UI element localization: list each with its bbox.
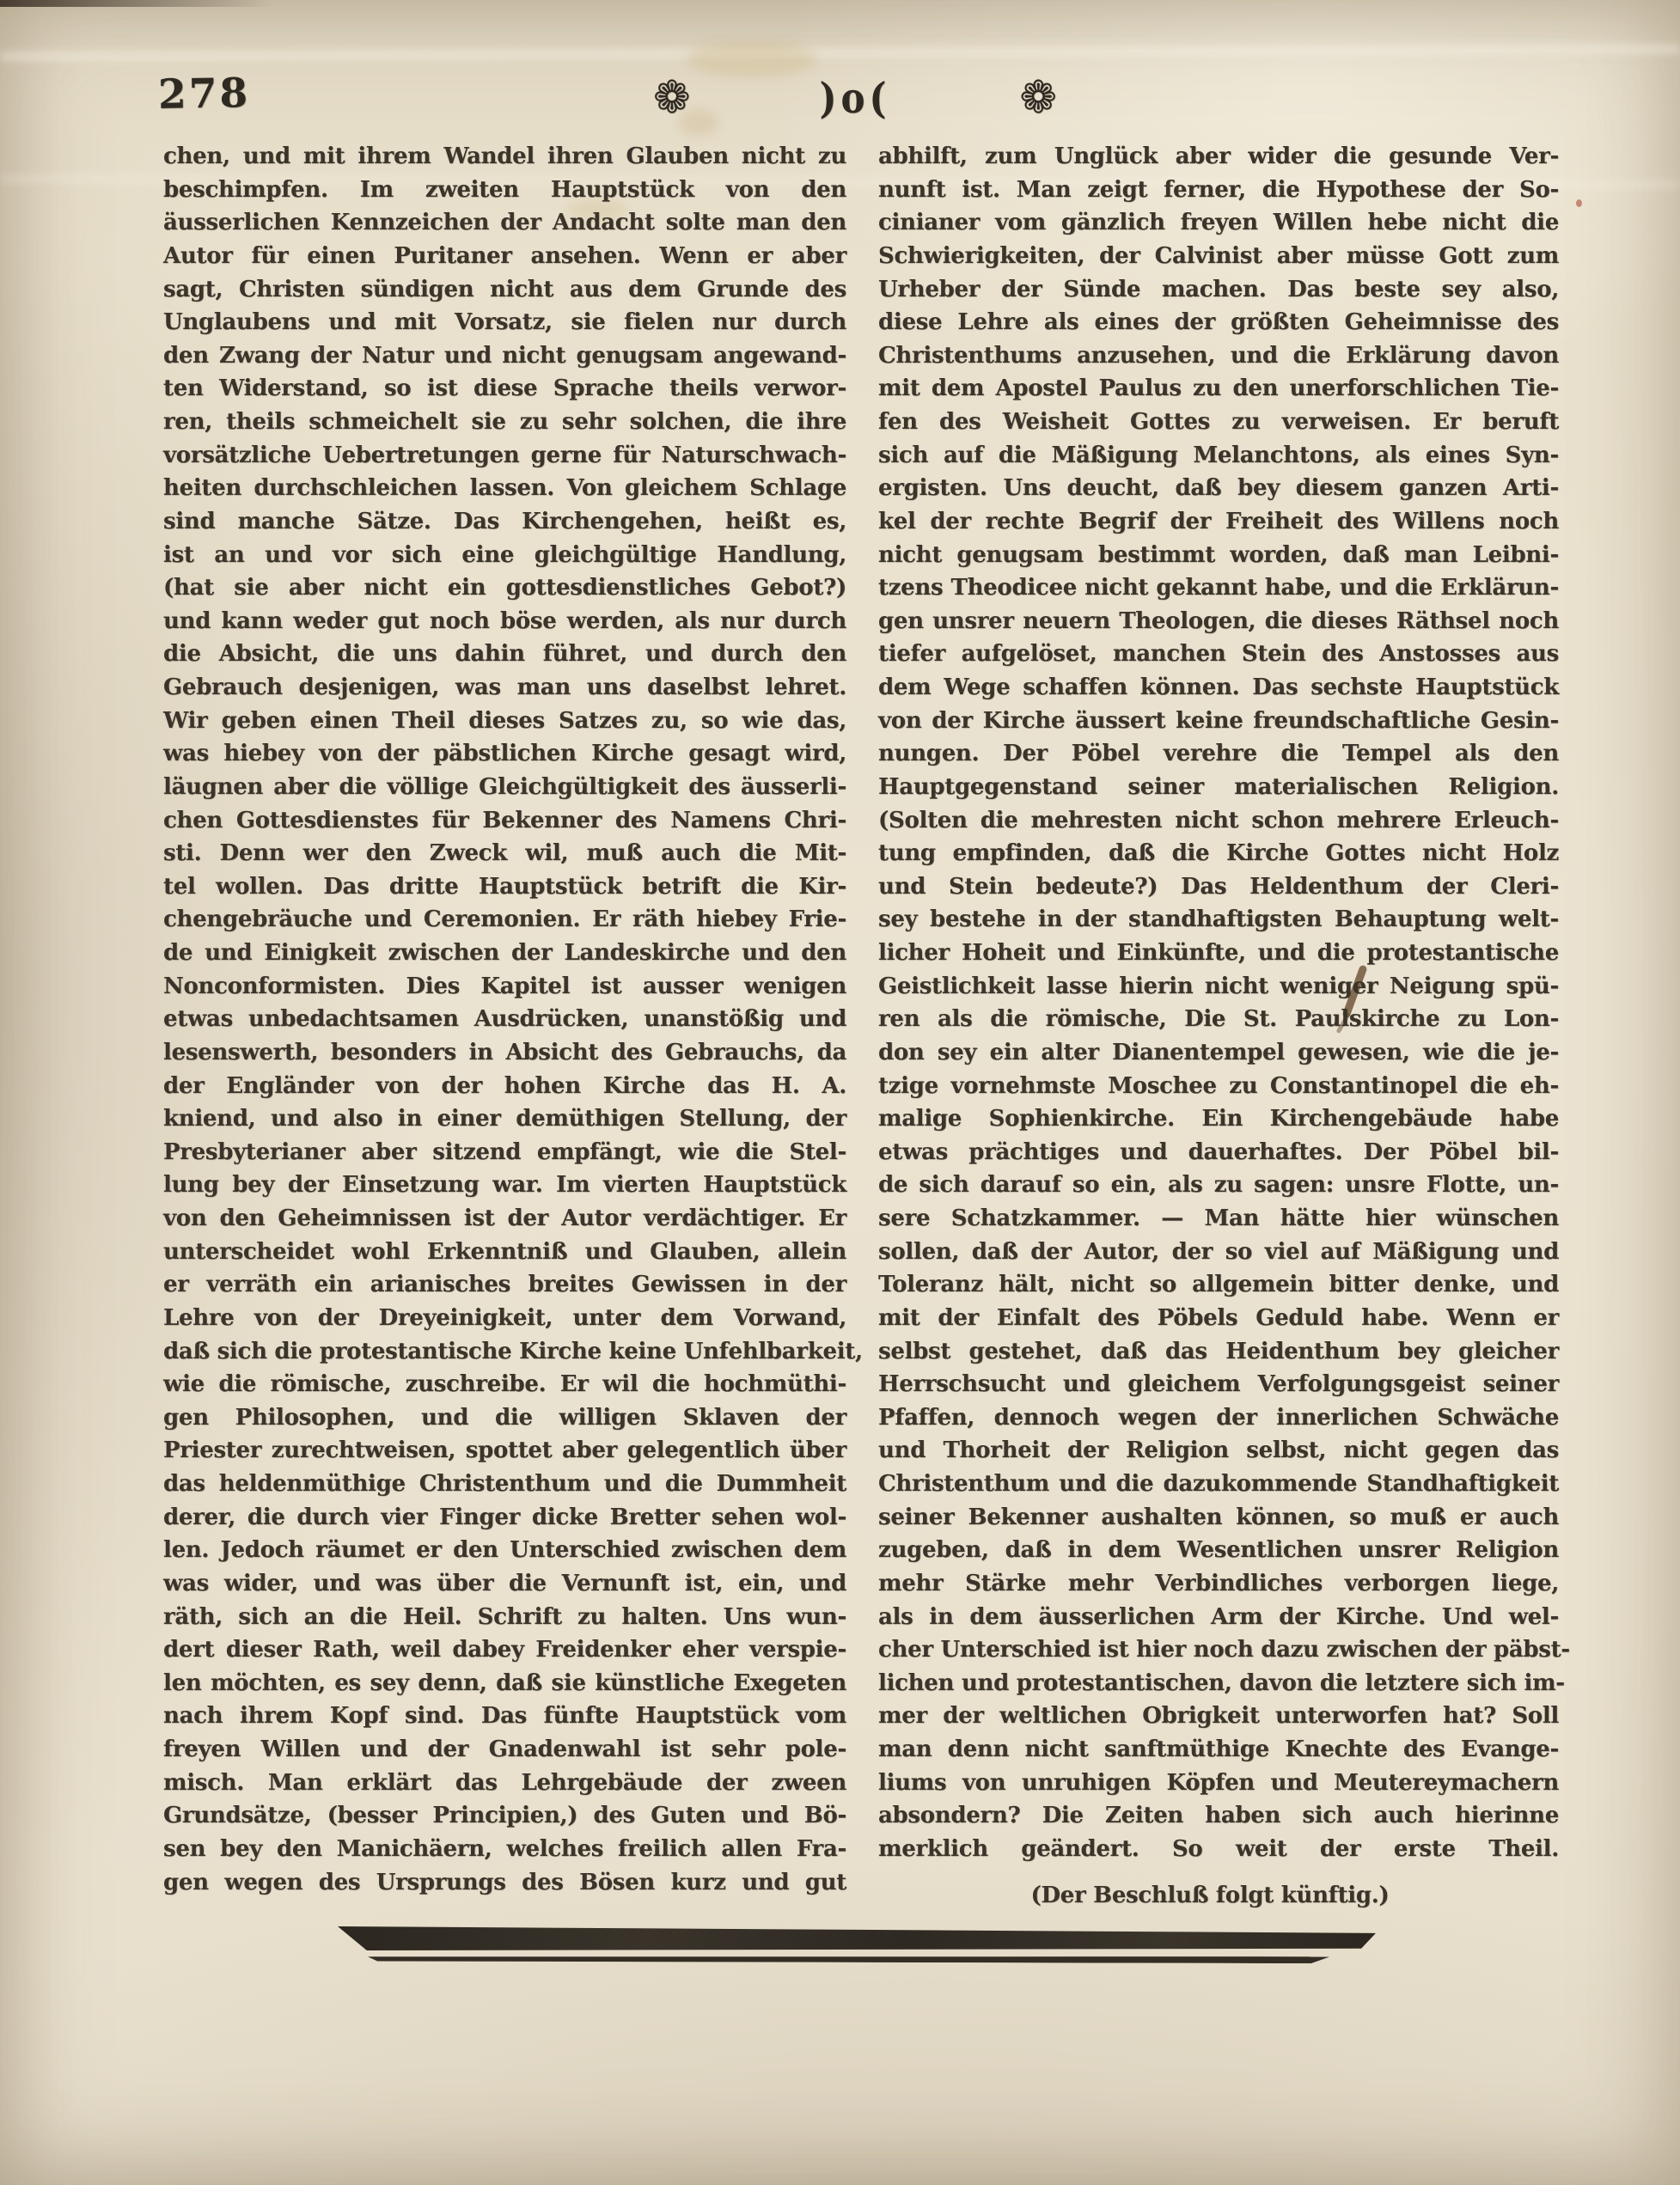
text-line: etwas prächtiges und dauerhaftes. Der Pöbel bil- xyxy=(878,1138,1559,1165)
text-line: seiner Bekenner aushalten können, so muß er auch xyxy=(878,1504,1559,1530)
text-column-left xyxy=(163,140,863,1899)
text-line: Wir geben einen Theil dieses Satzes zu, so wie das, xyxy=(163,707,846,734)
footer-rule-thick xyxy=(338,1926,1376,1950)
text-line: als in dem äusserlichen Arm der Kirche. Und wel- xyxy=(878,1603,1559,1630)
text-line: lung bey der Einsetzung war. Im vierten Hauptstück xyxy=(163,1172,846,1199)
text-line: Presbyterianer aber sitzend empfängt, wie die Stel- xyxy=(163,1138,846,1165)
text-line: lesenswerth, besonders in Absicht des Gebrauchs, da xyxy=(163,1039,846,1065)
text-line: cher Unterschied ist hier noch dazu zwischen der päbst- xyxy=(878,1637,1570,1663)
text-line: ren, theils schmeichelt sie zu sehr solchen, die ihre xyxy=(163,409,846,435)
text-line: heiten durchschleichen lassen. Von gleichem Schlage xyxy=(163,475,846,502)
text-line: nach ihrem Kopf sind. Das fünfte Hauptstück vom xyxy=(163,1703,846,1730)
text-line: das heldenmüthige Christenthum und die Dummheit xyxy=(163,1471,846,1497)
text-line: diese Lehre als eines der größten Geheimnisse des xyxy=(878,309,1559,336)
text-line: fen des Weisheit Gottes zu verweisen. Er beruft xyxy=(878,409,1559,435)
text-line: sich auf die Mäßigung Melanchtons, als eines Syn- xyxy=(878,442,1559,468)
text-line: der Engländer von der hohen Kirche das H. A. xyxy=(163,1072,846,1099)
text-line: sind manche Sätze. Das Kirchengehen, heißt es, xyxy=(163,508,846,534)
text-line: Christenthum und die dazukommende Standhaftigkeit xyxy=(878,1471,1559,1497)
text-line: selbst gestehet, daß das Heidenthum bey gleicher xyxy=(878,1338,1559,1364)
text-line: liums von unruhigen Köpfen und Meutereymachern xyxy=(878,1769,1559,1796)
text-line: sollen, daß der Autor, der so viel auf Mäßigung und xyxy=(878,1238,1559,1265)
text-line: nunft ist. Man zeigt ferner, die Hypothese der So- xyxy=(878,176,1559,203)
text-line: sti. Denn wer den Zweck wil, muß auch die Mit- xyxy=(163,840,846,867)
text-line: wie die römische, zuschreibe. Er wil die hochmüthi- xyxy=(163,1371,846,1398)
text-line: don sey ein alter Dianentempel gewesen, wie die je- xyxy=(878,1039,1559,1065)
text-line: Priester zurechtweisen, spottet aber gelegentlich über xyxy=(163,1437,846,1464)
text-line: räth, sich an die Heil. Schrift zu halten. Uns wun- xyxy=(163,1603,846,1630)
text-line: sagt, Christen sündigen nicht aus dem Grunde des xyxy=(163,276,846,302)
text-line: de sich darauf so ein, als zu sagen: unsre Flotte, un- xyxy=(878,1172,1559,1199)
text-line: mit der Einfalt des Pöbels Geduld habe. Wenn er xyxy=(878,1304,1559,1331)
text-line: die Absicht, die uns dahin führet, und durch den xyxy=(163,641,846,668)
text-line: äusserlichen Kennzeichen der Andacht solte man den xyxy=(163,210,846,236)
text-line: von den Geheimnissen ist der Autor verdächtiger. Er xyxy=(163,1205,846,1231)
text-line: er verräth ein arianisches breites Gewissen in der xyxy=(163,1272,846,1298)
text-line: Hauptgegenstand seiner materialischen Religion. xyxy=(878,773,1559,800)
text-line: tel wollen. Das dritte Hauptstück betrift die Kir- xyxy=(163,873,846,900)
text-line: chengebräuche und Ceremonien. Er räth hiebey Frie- xyxy=(163,906,846,933)
text-line: freyen Willen und der Gnadenwahl ist sehr pole- xyxy=(163,1736,846,1762)
text-line: Schwierigkeiten, der Calvinist aber müsse Gott zum xyxy=(878,242,1559,269)
text-line: licher Hoheit und Einkünfte, und die protestantische xyxy=(878,940,1559,966)
text-line: gen wegen des Ursprungs des Bösen kurz und gut xyxy=(163,1869,846,1895)
page-number: 278 xyxy=(157,70,251,119)
text-line: und Thorheit der Religion selbst, nicht gegen das xyxy=(878,1437,1559,1464)
text-line: len. Jedoch räumet er den Unterschied zwischen dem xyxy=(163,1537,846,1564)
text-line: tzige vornehmste Moschee zu Constantinopel die eh- xyxy=(878,1072,1559,1099)
text-line: misch. Man erklärt das Lehrgebäude der zween xyxy=(163,1769,846,1796)
red-ink-speck xyxy=(1576,199,1582,207)
text-line: den Zwang der Natur und nicht genugsam angewand- xyxy=(163,342,846,369)
text-line: Grundsätze, (besser Principien,) des Guten und Bö- xyxy=(163,1803,846,1829)
text-line: man denn nicht sanftmüthige Knechte des Evange- xyxy=(878,1736,1559,1762)
text-column-right xyxy=(878,140,1570,1866)
text-line: beschimpfen. Im zweiten Hauptstück von den xyxy=(163,176,846,203)
text-line: Nonconformisten. Dies Kapitel ist ausser wenigen xyxy=(163,973,846,999)
text-line: was hiebey von der päbstlichen Kirche gesagt wird, xyxy=(163,741,846,767)
text-line: tiefer aufgelöset, manchen Stein des Anstosses aus xyxy=(878,641,1559,668)
text-line: Gebrauch desjenigen, was man uns daselbst lehret. xyxy=(163,674,846,700)
text-line: Urheber der Sünde machen. Das beste sey also, xyxy=(878,276,1559,302)
text-line: Unglaubens und mit Vorsatz, sie fielen nur durch xyxy=(163,309,846,336)
text-line: malige Sophienkirche. Ein Kirchengebäude habe xyxy=(878,1106,1559,1132)
text-line: de und Einigkeit zwischen der Landeskirche und den xyxy=(163,940,846,966)
text-line: gen unsrer neuern Theologen, die dieses Räthsel noch xyxy=(878,607,1559,634)
text-line: absondern? Die Zeiten haben sich auch hierinne xyxy=(878,1803,1559,1829)
text-line: tzens Theodicee nicht gekannt habe, und die Erklärun- xyxy=(878,575,1559,601)
paper-crease xyxy=(0,46,1680,60)
text-line: kel der rechte Begrif der Freiheit des Willens noch xyxy=(878,508,1559,534)
footer-rule-thin xyxy=(368,1955,1330,1963)
printers-mark-icon: )o( xyxy=(819,73,891,123)
text-line: Herrschsucht und gleichem Verfolgungsgeist seiner xyxy=(878,1371,1559,1398)
text-line: chen Gottesdienstes für Bekenner des Namens Chri- xyxy=(163,807,846,833)
text-line: ist an und vor sich eine gleichgültige Handlung, xyxy=(163,541,846,568)
text-line: mer der weltlichen Obrigkeit unterworfen hat? Soll xyxy=(878,1703,1559,1730)
text-line: (hat sie aber nicht ein gottesdienstliches Gebot?) xyxy=(163,575,846,601)
text-line: chen, und mit ihrem Wandel ihren Glauben nicht zu xyxy=(163,143,846,169)
text-line: mehr Stärke mehr Verbindliches verborgen liege, xyxy=(878,1570,1559,1596)
text-line: abhilft, zum Unglück aber wider die gesunde Ver- xyxy=(878,143,1559,169)
text-line: vorsätzliche Uebertretungen gerne für Naturschwach- xyxy=(163,442,846,468)
text-line: ten Widerstand, so ist diese Sprache theils verwor- xyxy=(163,375,846,402)
text-line: merklich geändert. So weit der erste Theil. xyxy=(878,1835,1559,1862)
text-line: len möchten, es sey denn, daß sie künstliche Exegeten xyxy=(163,1669,846,1696)
text-line: und kann weder gut noch böse werden, als nur durch xyxy=(163,607,846,634)
text-line: sey bestehe in der standhaftigsten Behauptung welt- xyxy=(878,906,1559,933)
text-line: dert dieser Rath, weil dabey Freidenker eher verspie- xyxy=(163,1637,846,1663)
header-ornaments xyxy=(653,70,1057,125)
text-line: kniend, und also in einer demüthigen Stellung, der xyxy=(163,1106,846,1132)
shell-ornament-icon: ❁ xyxy=(653,72,691,124)
text-line: gen Philosophen, und die willigen Sklaven der xyxy=(163,1404,846,1431)
text-line: daß sich die protestantische Kirche keine Unfehlbarkeit, xyxy=(163,1338,863,1364)
text-line: (Solten die mehresten nicht schon mehrere Erleuch- xyxy=(878,807,1559,833)
text-line: nicht genugsam bestimmt worden, daß man Leibni- xyxy=(878,541,1559,568)
text-line: und Stein bedeute?) Das Heldenthum der Cleri- xyxy=(878,873,1559,900)
text-line: zugeben, daß in dem Wesentlichen unsrer Religion xyxy=(878,1537,1559,1564)
text-line: Pfaffen, dennoch wegen der innerlichen Schwäche xyxy=(878,1404,1559,1431)
text-line: sen bey den Manichäern, welches freilich allen Fra- xyxy=(163,1835,846,1862)
text-line: derer, die durch vier Finger dicke Bretter sehen wol- xyxy=(163,1504,846,1530)
text-line: tung empfinden, daß die Kirche Gottes nicht Holz xyxy=(878,840,1559,867)
text-line: läugnen aber die völlige Gleichgültigkeit des äusserli- xyxy=(163,773,846,800)
text-line: Lehre von der Dreyeinigkeit, unter dem Vorwand, xyxy=(163,1304,846,1331)
shell-ornament-icon: ❁ xyxy=(1019,72,1057,124)
text-line: Geistlichkeit lasse hierin nicht weniger Neigung spü- xyxy=(878,973,1559,999)
text-line: lichen und protestantischen, davon die letztere sich im- xyxy=(878,1669,1565,1696)
text-line: etwas unbedachtsamen Ausdrücken, unanstößig und xyxy=(163,1006,846,1033)
text-line: mit dem Apostel Paulus zu den unerforschlichen Tie- xyxy=(878,375,1559,402)
text-line: unterscheidet wohl Erkenntniß und Glauben, allein xyxy=(163,1238,846,1265)
text-line: Autor für einen Puritaner ansehen. Wenn er aber xyxy=(163,242,846,269)
scan-edge-shadow xyxy=(0,0,275,7)
text-line: Toleranz hält, nicht so allgemein bitter denke, und xyxy=(878,1272,1559,1298)
text-line: von der Kirche äussert keine freundschaftliche Gesin- xyxy=(878,707,1559,734)
text-line: ergisten. Uns deucht, daß bey diesem ganzen Arti- xyxy=(878,475,1559,502)
closing-line: (Der Beschluß folgt künftig.) xyxy=(1030,1883,1390,1908)
text-line: ren als die römische, Die St. Paulskirche zu Lon- xyxy=(878,1006,1559,1033)
text-line: dem Wege schaffen können. Das sechste Hauptstück xyxy=(878,674,1559,700)
text-line: sere Schatzkammer. — Man hätte hier wünschen xyxy=(878,1205,1559,1231)
text-line: nungen. Der Pöbel verehre die Tempel als den xyxy=(878,741,1559,767)
text-line: cinianer vom gänzlich freyen Willen hebe nicht die xyxy=(878,210,1559,236)
text-line: Christenthums anzusehen, und die Erklärung davon xyxy=(878,342,1559,369)
text-line: was wider, und was über die Vernunft ist, ein, und xyxy=(163,1570,846,1596)
